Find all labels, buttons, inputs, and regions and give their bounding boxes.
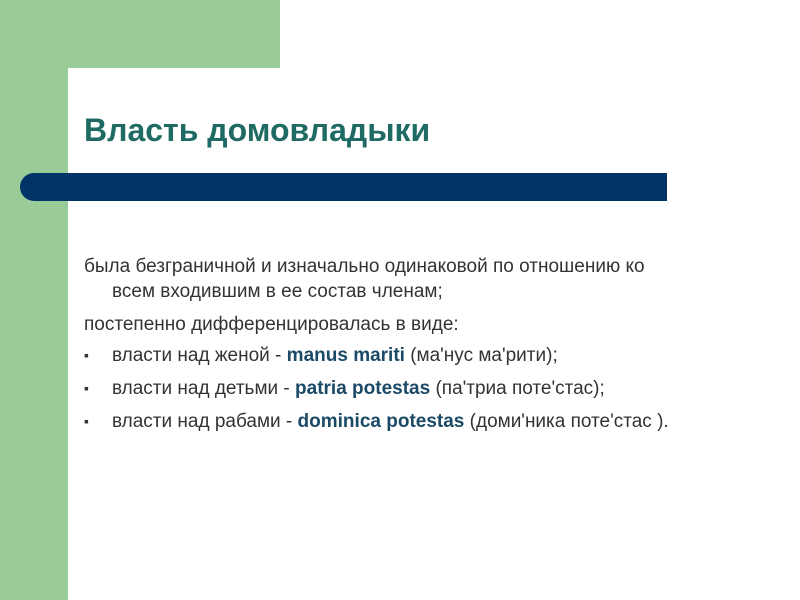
bullet-suffix: (па'триа поте'стас); (430, 378, 605, 399)
bullet-prefix: власти над женой - (112, 345, 287, 366)
left-accent-band (0, 0, 68, 600)
square-bullet-icon: ▪ (84, 347, 89, 363)
title-divider-bar (20, 173, 667, 201)
paragraph-1: была безграничной и изначально одинаковой по отношению ко всем входившим в ее состав членам; (84, 256, 645, 302)
bullet-prefix: власти над детьми - (112, 378, 296, 399)
latin-term: manus mariti (286, 345, 405, 366)
bullet-item-children (84, 376, 684, 401)
paragraph-2: постепенно дифференцировалась в виде: (84, 314, 459, 335)
square-bullet-icon: ▪ (84, 413, 89, 429)
bullet-suffix: (ма'нус ма'рити); (404, 345, 558, 366)
square-bullet-icon: ▪ (84, 380, 89, 396)
latin-term: patria potestas (295, 378, 431, 399)
bullet-suffix: (доми'ника поте'стас ). (464, 411, 669, 432)
bullet-item-wife (84, 343, 684, 368)
bullet-item-slaves (84, 409, 684, 434)
bullet-prefix: власти над рабами - (112, 411, 298, 432)
slide-title: Власть домовладыки (84, 112, 431, 148)
latin-term: dominica potestas (297, 411, 465, 432)
slide-body (84, 254, 684, 442)
top-accent-band (0, 0, 280, 68)
